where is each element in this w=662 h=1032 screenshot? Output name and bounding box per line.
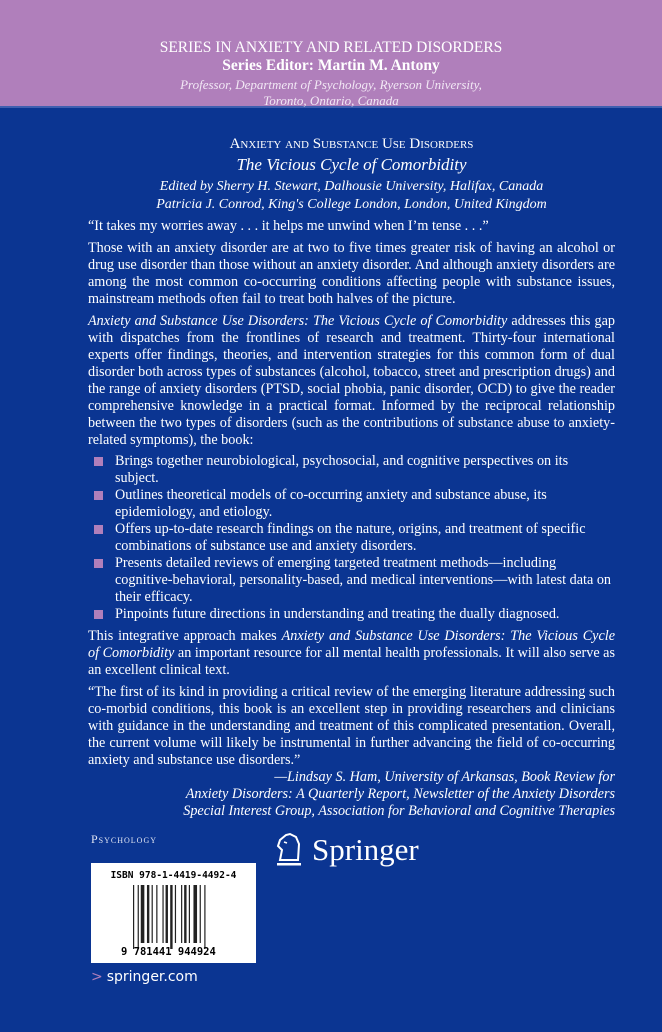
book-editors [88,178,615,214]
bullet-square-icon [94,559,103,568]
book-title-inline: Anxiety and Substance Use Disorders: The Vicious Cycle of Comorbidity [88,628,615,661]
book-title: Anxiety and Substance Use Disorders [229,136,474,152]
review-quote: “The first of its kind in providing a critical review of the emerging literature addressing such co-morbid conditions, this book is an excellent step in providing researchers and clinicians with guidance in the understanding and treatment of this complicated presentation. Overall, the current volume will likely be instrumental in further advancing the field of co-occurring anxiety and substance use disorders.” [88,684,615,768]
publisher-name: Springer [312,832,419,867]
book-title-inline: Anxiety and Substance Use Disorders: The Vicious Cycle of Comorbidity [88,313,508,329]
knight-horse-icon [274,832,304,868]
springer-logo [274,832,419,868]
opening-quote: “It takes my worries away . . . it helps me unwind when I’m tense . . .” [88,218,489,234]
barcode-icon [133,885,225,949]
paragraph-text: addresses this gap with dispatches from the frontlines of research and treatment. Thirty-four international experts offer findings, theories, and intervention strategies for this common form of dual disorder both across types of substances (alcohol, tobacco, street and prescription drugs) and the range of anxiety disorders (PTSD, social phobia, panic disorder, OCD) to give the reader comprehensive knowledge in a practical format. Informed by the reciprocal relationship between the two types of disorders (such as the contributions of substance abuse to anxiety-related symptoms), the book: [88,313,615,448]
paragraph-1: Those with an anxiety disorder are at two to five times greater risk of having an alcohol or drug use disorder than those without an anxiety disorder. And although anxiety disorders are among the most common co-occurring conditions affecting people with substance issues, mainstream methods often fail to treat both halves of the picture. [88,240,615,307]
list-item [88,487,615,521]
list-item-text: Outlines theoretical models of co-occurring anxiety and substance abuse, its epidemiology, and etiology. [115,487,547,520]
list-item-text: Brings together neurobiological, psychosocial, and cognitive perspectives on its subject. [115,453,569,486]
series-title: SERIES IN ANXIETY AND RELATED DISORDERS [159,39,503,56]
barcode-bar [147,885,149,943]
bullet-square-icon [94,491,103,500]
barcode-bar [181,885,182,943]
barcode-bar [204,885,205,949]
list-item [88,453,615,487]
barcode-bar [193,885,197,943]
series-editor: Series Editor: Martin M. Antony [222,57,440,74]
affiliation-line: Professor, Department of Psychology, Ryerson University, [180,77,482,92]
list-item [88,555,615,606]
isbn-text: ISBN 978-1-4419-4492-4 [110,870,237,881]
book-subtitle: The Vicious Cycle of Comorbidity [236,155,467,174]
paragraph-text: an important resource for all mental health professionals. It will also serve as an excellent clinical text. [88,645,615,678]
barcode-bar [184,885,186,943]
barcode-bar [189,885,190,943]
editor-line: Patricia J. Conrod, King's College London, London, United Kingdom [156,197,547,212]
barcode-number: 9 781441 944924 [121,946,216,958]
cover-footer [0,832,662,1032]
paragraph-2 [88,313,615,449]
website-text: springer.com [106,969,198,985]
bullet-square-icon [94,457,103,466]
review-attribution [88,769,615,820]
attribution-line: Special Interest Group, Association for Behavioral and Cognitive Therapies [183,803,615,819]
back-cover-text [88,0,615,820]
attribution-line: —Lindsay S. Ham, University of Arkansas, Book Review for [274,769,615,785]
attribution-line: Anxiety Disorders: A Quarterly Report, Newsletter of the Anxiety Disorders [185,786,615,802]
barcode-bar [170,885,172,949]
bullet-square-icon [94,610,103,619]
list-item-text: Presents detailed reviews of emerging targeted treatment methods—including cognitive-behavioral, personality-based, and medical interventions—with latest data on their efficacy. [115,555,612,605]
barcode-bar [138,885,139,949]
list-item-text: Pinpoints future directions in understanding and treating the dually diagnosed. [115,606,560,622]
feature-list [88,453,615,623]
barcode-bar [166,885,168,943]
barcode-bar [141,885,145,943]
barcode-bar [162,885,163,943]
barcode-bar [200,885,201,943]
list-item-text: Offers up-to-date research findings on the nature, origins, and treatment of specific combinations of substance use and anxiety disorders. [115,521,586,554]
list-item [88,521,615,555]
category-label: Psychology [91,832,158,846]
barcode-bar [152,885,153,943]
barcode-bar [175,885,176,943]
barcode-bar [133,885,134,949]
arrow-icon: > [91,969,103,985]
paragraph-text: This integrative approach makes [88,628,282,644]
website-link[interactable] [91,969,198,985]
affiliation-line: Toronto, Ontario, Canada [263,93,399,108]
isbn-barcode [91,863,256,963]
paragraph-3 [88,628,615,679]
list-item [88,606,615,623]
editor-line: Edited by Sherry H. Stewart, Dalhousie University, Halifax, Canada [159,179,544,194]
barcode-bar [156,885,157,943]
bullet-square-icon [94,525,103,534]
